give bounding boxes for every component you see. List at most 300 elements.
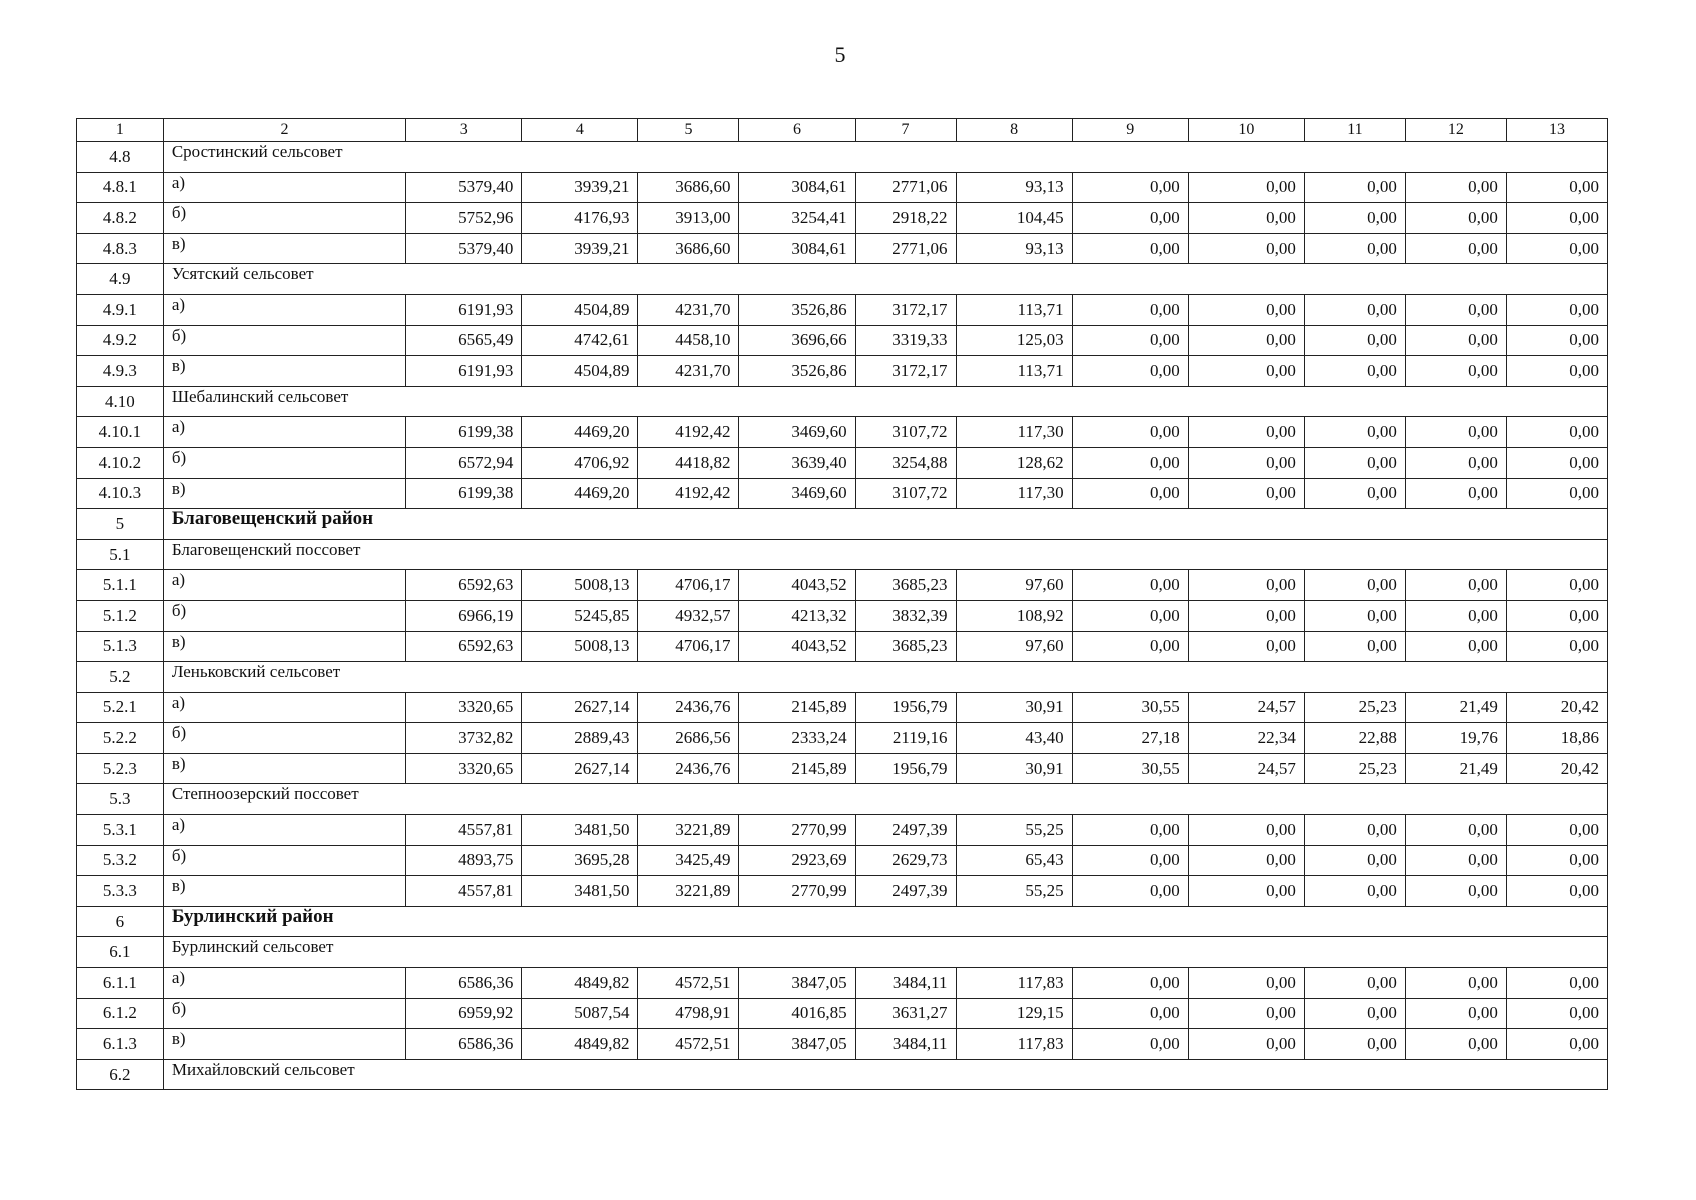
value-cell: 4557,81 — [406, 876, 522, 907]
value-cell: 3686,60 — [638, 172, 739, 203]
value-cell: 0,00 — [1188, 600, 1304, 631]
settlement-name: Сростинский сельсовет — [163, 142, 1607, 173]
value-cell: 0,00 — [1304, 968, 1405, 999]
value-cell: 113,71 — [956, 356, 1072, 387]
value-cell: 3685,23 — [855, 631, 956, 662]
row-code: 4.8 — [77, 142, 164, 173]
value-cell: 3484,11 — [855, 1029, 956, 1060]
value-cell: 0,00 — [1072, 1029, 1188, 1060]
value-cell: 0,00 — [1405, 845, 1506, 876]
table-row — [77, 325, 1608, 356]
value-cell: 0,00 — [1072, 294, 1188, 325]
value-cell: 0,00 — [1405, 325, 1506, 356]
district-name: Благовещенский район — [163, 509, 1607, 540]
settlement-header-row — [77, 1059, 1608, 1090]
row-code: 4.10.3 — [77, 478, 164, 509]
column-number-cell: 12 — [1405, 119, 1506, 142]
row-variant-label: б) — [163, 203, 405, 234]
value-cell: 0,00 — [1072, 203, 1188, 234]
value-cell: 0,00 — [1188, 998, 1304, 1029]
row-code: 4.9.2 — [77, 325, 164, 356]
value-cell: 4742,61 — [522, 325, 638, 356]
value-cell: 22,88 — [1304, 723, 1405, 754]
row-variant-label: а) — [163, 968, 405, 999]
value-cell: 4469,20 — [522, 417, 638, 448]
value-cell: 0,00 — [1405, 417, 1506, 448]
table-row — [77, 203, 1608, 234]
value-cell: 0,00 — [1188, 417, 1304, 448]
value-cell: 4572,51 — [638, 1029, 739, 1060]
row-variant-label: в) — [163, 631, 405, 662]
row-variant-label: в) — [163, 1029, 405, 1060]
value-cell: 3172,17 — [855, 294, 956, 325]
value-cell: 3832,39 — [855, 600, 956, 631]
row-variant-label: в) — [163, 356, 405, 387]
value-cell: 0,00 — [1405, 478, 1506, 509]
column-number-cell: 11 — [1304, 119, 1405, 142]
value-cell: 0,00 — [1188, 447, 1304, 478]
value-cell: 19,76 — [1405, 723, 1506, 754]
value-cell: 2770,99 — [739, 815, 855, 846]
value-cell: 6565,49 — [406, 325, 522, 356]
value-cell: 0,00 — [1188, 325, 1304, 356]
value-cell: 0,00 — [1405, 998, 1506, 1029]
column-number-row — [77, 119, 1608, 142]
value-cell: 4557,81 — [406, 815, 522, 846]
value-cell: 65,43 — [956, 845, 1072, 876]
table-row — [77, 753, 1608, 784]
value-cell: 4016,85 — [739, 998, 855, 1029]
row-code: 5.3.3 — [77, 876, 164, 907]
district-header-row — [77, 906, 1608, 937]
value-cell: 24,57 — [1188, 753, 1304, 784]
value-cell: 4176,93 — [522, 203, 638, 234]
value-cell: 3939,21 — [522, 233, 638, 264]
row-variant-label: б) — [163, 600, 405, 631]
row-code: 4.8.3 — [77, 233, 164, 264]
row-code: 6.1.3 — [77, 1029, 164, 1060]
value-cell: 2771,06 — [855, 233, 956, 264]
value-cell: 0,00 — [1304, 203, 1405, 234]
table-row — [77, 876, 1608, 907]
value-cell: 2145,89 — [739, 692, 855, 723]
value-cell: 3685,23 — [855, 570, 956, 601]
row-code: 5.3.1 — [77, 815, 164, 846]
value-cell: 0,00 — [1506, 600, 1607, 631]
value-cell: 4893,75 — [406, 845, 522, 876]
value-cell: 3686,60 — [638, 233, 739, 264]
value-cell: 6191,93 — [406, 356, 522, 387]
value-cell: 3320,65 — [406, 692, 522, 723]
settlement-name: Благовещенский поссовет — [163, 539, 1607, 570]
value-cell: 30,91 — [956, 692, 1072, 723]
value-cell: 3221,89 — [638, 815, 739, 846]
value-cell: 0,00 — [1304, 600, 1405, 631]
value-cell: 0,00 — [1405, 356, 1506, 387]
value-cell: 0,00 — [1506, 631, 1607, 662]
row-code: 4.9.1 — [77, 294, 164, 325]
value-cell: 0,00 — [1304, 325, 1405, 356]
tariff-table — [76, 118, 1608, 1090]
value-cell: 6572,94 — [406, 447, 522, 478]
value-cell: 0,00 — [1304, 815, 1405, 846]
value-cell: 0,00 — [1188, 478, 1304, 509]
column-number-cell: 6 — [739, 119, 855, 142]
table-row — [77, 294, 1608, 325]
settlement-header-row — [77, 539, 1608, 570]
value-cell: 0,00 — [1405, 172, 1506, 203]
value-cell: 4213,32 — [739, 600, 855, 631]
value-cell: 2771,06 — [855, 172, 956, 203]
value-cell: 0,00 — [1188, 203, 1304, 234]
value-cell: 20,42 — [1506, 692, 1607, 723]
value-cell: 0,00 — [1506, 478, 1607, 509]
row-code: 4.8.2 — [77, 203, 164, 234]
value-cell: 0,00 — [1188, 631, 1304, 662]
value-cell: 5752,96 — [406, 203, 522, 234]
value-cell: 0,00 — [1072, 968, 1188, 999]
table-row — [77, 417, 1608, 448]
value-cell: 0,00 — [1188, 1029, 1304, 1060]
table-row — [77, 1029, 1608, 1060]
table-row — [77, 478, 1608, 509]
value-cell: 4043,52 — [739, 631, 855, 662]
column-number-cell: 8 — [956, 119, 1072, 142]
value-cell: 4572,51 — [638, 968, 739, 999]
value-cell: 4469,20 — [522, 478, 638, 509]
row-code: 6.1 — [77, 937, 164, 968]
value-cell: 5379,40 — [406, 233, 522, 264]
row-variant-label: в) — [163, 753, 405, 784]
value-cell: 0,00 — [1304, 876, 1405, 907]
value-cell: 125,03 — [956, 325, 1072, 356]
value-cell: 4849,82 — [522, 1029, 638, 1060]
value-cell: 2436,76 — [638, 753, 739, 784]
value-cell: 3847,05 — [739, 1029, 855, 1060]
value-cell: 4932,57 — [638, 600, 739, 631]
value-cell: 0,00 — [1506, 233, 1607, 264]
value-cell: 0,00 — [1072, 356, 1188, 387]
value-cell: 0,00 — [1188, 294, 1304, 325]
value-cell: 3695,28 — [522, 845, 638, 876]
value-cell: 2627,14 — [522, 692, 638, 723]
value-cell: 6586,36 — [406, 968, 522, 999]
value-cell: 3084,61 — [739, 172, 855, 203]
value-cell: 2923,69 — [739, 845, 855, 876]
value-cell: 0,00 — [1506, 1029, 1607, 1060]
value-cell: 108,92 — [956, 600, 1072, 631]
row-code: 4.10 — [77, 386, 164, 417]
value-cell: 3469,60 — [739, 417, 855, 448]
value-cell: 55,25 — [956, 876, 1072, 907]
value-cell: 93,13 — [956, 172, 1072, 203]
value-cell: 0,00 — [1072, 233, 1188, 264]
value-cell: 4458,10 — [638, 325, 739, 356]
value-cell: 6191,93 — [406, 294, 522, 325]
value-cell: 30,91 — [956, 753, 1072, 784]
district-name: Бурлинский район — [163, 906, 1607, 937]
value-cell: 3484,11 — [855, 968, 956, 999]
value-cell: 2333,24 — [739, 723, 855, 754]
value-cell: 0,00 — [1506, 356, 1607, 387]
row-code: 5.1.1 — [77, 570, 164, 601]
page-number: 5 — [834, 42, 846, 67]
value-cell: 97,60 — [956, 570, 1072, 601]
table-row — [77, 233, 1608, 264]
value-cell: 0,00 — [1072, 478, 1188, 509]
value-cell: 0,00 — [1405, 233, 1506, 264]
value-cell: 5379,40 — [406, 172, 522, 203]
value-cell: 3847,05 — [739, 968, 855, 999]
value-cell: 4706,92 — [522, 447, 638, 478]
value-cell: 3481,50 — [522, 876, 638, 907]
value-cell: 0,00 — [1506, 325, 1607, 356]
value-cell: 0,00 — [1072, 172, 1188, 203]
row-code: 4.10.1 — [77, 417, 164, 448]
value-cell: 3939,21 — [522, 172, 638, 203]
value-cell: 0,00 — [1506, 968, 1607, 999]
table-row — [77, 447, 1608, 478]
value-cell: 0,00 — [1072, 417, 1188, 448]
value-cell: 4043,52 — [739, 570, 855, 601]
row-code: 5.2 — [77, 662, 164, 693]
value-cell: 0,00 — [1304, 294, 1405, 325]
value-cell: 0,00 — [1304, 1029, 1405, 1060]
value-cell: 117,83 — [956, 968, 1072, 999]
value-cell: 117,83 — [956, 1029, 1072, 1060]
table-row — [77, 172, 1608, 203]
value-cell: 0,00 — [1072, 876, 1188, 907]
value-cell: 25,23 — [1304, 692, 1405, 723]
value-cell: 128,62 — [956, 447, 1072, 478]
value-cell: 0,00 — [1072, 600, 1188, 631]
value-cell: 0,00 — [1506, 570, 1607, 601]
value-cell: 20,42 — [1506, 753, 1607, 784]
value-cell: 0,00 — [1072, 447, 1188, 478]
table-row — [77, 600, 1608, 631]
value-cell: 30,55 — [1072, 692, 1188, 723]
value-cell: 0,00 — [1405, 203, 1506, 234]
value-cell: 0,00 — [1304, 570, 1405, 601]
value-cell: 0,00 — [1072, 815, 1188, 846]
value-cell: 3913,00 — [638, 203, 739, 234]
value-cell: 3631,27 — [855, 998, 956, 1029]
table-row — [77, 815, 1608, 846]
row-code: 4.8.1 — [77, 172, 164, 203]
row-variant-label: б) — [163, 723, 405, 754]
value-cell: 0,00 — [1506, 998, 1607, 1029]
settlement-header-row — [77, 784, 1608, 815]
value-cell: 0,00 — [1188, 233, 1304, 264]
value-cell: 4504,89 — [522, 294, 638, 325]
value-cell: 0,00 — [1188, 172, 1304, 203]
value-cell: 0,00 — [1506, 815, 1607, 846]
settlement-header-row — [77, 264, 1608, 295]
value-cell: 0,00 — [1304, 172, 1405, 203]
value-cell: 0,00 — [1405, 600, 1506, 631]
value-cell: 6966,19 — [406, 600, 522, 631]
value-cell: 22,34 — [1188, 723, 1304, 754]
value-cell: 4231,70 — [638, 356, 739, 387]
value-cell: 2889,43 — [522, 723, 638, 754]
row-code: 5.2.3 — [77, 753, 164, 784]
table-row — [77, 845, 1608, 876]
value-cell: 0,00 — [1405, 447, 1506, 478]
value-cell: 0,00 — [1405, 1029, 1506, 1060]
settlement-header-row — [77, 142, 1608, 173]
value-cell: 2145,89 — [739, 753, 855, 784]
table-row — [77, 998, 1608, 1029]
value-cell: 0,00 — [1506, 845, 1607, 876]
district-header-row — [77, 509, 1608, 540]
value-cell: 3221,89 — [638, 876, 739, 907]
value-cell: 2497,39 — [855, 876, 956, 907]
value-cell: 3469,60 — [739, 478, 855, 509]
value-cell: 0,00 — [1304, 233, 1405, 264]
value-cell: 0,00 — [1188, 968, 1304, 999]
value-cell: 104,45 — [956, 203, 1072, 234]
value-cell: 117,30 — [956, 417, 1072, 448]
table-body — [77, 119, 1608, 1090]
settlement-name: Бурлинский сельсовет — [163, 937, 1607, 968]
table-row — [77, 692, 1608, 723]
value-cell: 97,60 — [956, 631, 1072, 662]
value-cell: 3320,65 — [406, 753, 522, 784]
value-cell: 4418,82 — [638, 447, 739, 478]
value-cell: 30,55 — [1072, 753, 1188, 784]
value-cell: 6586,36 — [406, 1029, 522, 1060]
column-number-cell: 1 — [77, 119, 164, 142]
value-cell: 3254,41 — [739, 203, 855, 234]
row-variant-label: б) — [163, 325, 405, 356]
value-cell: 0,00 — [1506, 876, 1607, 907]
settlement-name: Леньковский сельсовет — [163, 662, 1607, 693]
value-cell: 2629,73 — [855, 845, 956, 876]
value-cell: 4192,42 — [638, 478, 739, 509]
row-code: 5 — [77, 509, 164, 540]
row-variant-label: а) — [163, 815, 405, 846]
settlement-name: Шебалинский сельсовет — [163, 386, 1607, 417]
value-cell: 6199,38 — [406, 417, 522, 448]
value-cell: 3107,72 — [855, 478, 956, 509]
value-cell: 27,18 — [1072, 723, 1188, 754]
row-variant-label: в) — [163, 876, 405, 907]
value-cell: 5008,13 — [522, 570, 638, 601]
value-cell: 3254,88 — [855, 447, 956, 478]
value-cell: 5008,13 — [522, 631, 638, 662]
row-variant-label: а) — [163, 172, 405, 203]
value-cell: 24,57 — [1188, 692, 1304, 723]
value-cell: 0,00 — [1405, 876, 1506, 907]
value-cell: 0,00 — [1506, 203, 1607, 234]
table-row — [77, 723, 1608, 754]
value-cell: 3425,49 — [638, 845, 739, 876]
row-code: 5.1.2 — [77, 600, 164, 631]
value-cell: 4849,82 — [522, 968, 638, 999]
value-cell: 2497,39 — [855, 815, 956, 846]
value-cell: 3319,33 — [855, 325, 956, 356]
value-cell: 0,00 — [1304, 356, 1405, 387]
row-code: 4.9 — [77, 264, 164, 295]
value-cell: 6199,38 — [406, 478, 522, 509]
column-number-cell: 7 — [855, 119, 956, 142]
value-cell: 6592,63 — [406, 570, 522, 601]
row-code: 5.1.3 — [77, 631, 164, 662]
row-variant-label: б) — [163, 845, 405, 876]
value-cell: 0,00 — [1506, 417, 1607, 448]
value-cell: 5087,54 — [522, 998, 638, 1029]
value-cell: 0,00 — [1304, 631, 1405, 662]
value-cell: 3526,86 — [739, 294, 855, 325]
value-cell: 55,25 — [956, 815, 1072, 846]
value-cell: 0,00 — [1072, 325, 1188, 356]
value-cell: 3526,86 — [739, 356, 855, 387]
value-cell: 2770,99 — [739, 876, 855, 907]
value-cell: 0,00 — [1188, 815, 1304, 846]
column-number-cell: 5 — [638, 119, 739, 142]
row-code: 5.2.1 — [77, 692, 164, 723]
row-code: 6.2 — [77, 1059, 164, 1090]
value-cell: 18,86 — [1506, 723, 1607, 754]
row-code: 5.1 — [77, 539, 164, 570]
settlement-name: Степноозерский поссовет — [163, 784, 1607, 815]
settlement-header-row — [77, 386, 1608, 417]
value-cell: 0,00 — [1072, 845, 1188, 876]
row-variant-label: в) — [163, 478, 405, 509]
value-cell: 0,00 — [1405, 968, 1506, 999]
value-cell: 113,71 — [956, 294, 1072, 325]
value-cell: 2119,16 — [855, 723, 956, 754]
value-cell: 0,00 — [1072, 570, 1188, 601]
column-number-cell: 3 — [406, 119, 522, 142]
value-cell: 3481,50 — [522, 815, 638, 846]
value-cell: 117,30 — [956, 478, 1072, 509]
row-code: 6 — [77, 906, 164, 937]
value-cell: 6959,92 — [406, 998, 522, 1029]
value-cell: 0,00 — [1304, 478, 1405, 509]
value-cell: 4706,17 — [638, 570, 739, 601]
settlement-name: Усятский сельсовет — [163, 264, 1607, 295]
column-number-cell: 4 — [522, 119, 638, 142]
value-cell: 0,00 — [1188, 356, 1304, 387]
value-cell: 0,00 — [1405, 631, 1506, 662]
value-cell: 93,13 — [956, 233, 1072, 264]
row-variant-label: в) — [163, 233, 405, 264]
row-code: 4.10.2 — [77, 447, 164, 478]
settlement-header-row — [77, 937, 1608, 968]
value-cell: 3172,17 — [855, 356, 956, 387]
value-cell: 0,00 — [1072, 998, 1188, 1029]
column-number-cell: 13 — [1506, 119, 1607, 142]
column-number-cell: 2 — [163, 119, 405, 142]
row-code: 4.9.3 — [77, 356, 164, 387]
value-cell: 2918,22 — [855, 203, 956, 234]
row-code: 5.3.2 — [77, 845, 164, 876]
row-variant-label: а) — [163, 417, 405, 448]
table-row — [77, 356, 1608, 387]
settlement-name: Михайловский сельсовет — [163, 1059, 1607, 1090]
value-cell: 6592,63 — [406, 631, 522, 662]
value-cell: 0,00 — [1188, 570, 1304, 601]
value-cell: 0,00 — [1506, 447, 1607, 478]
value-cell: 4231,70 — [638, 294, 739, 325]
value-cell: 5245,85 — [522, 600, 638, 631]
value-cell: 0,00 — [1188, 845, 1304, 876]
value-cell: 43,40 — [956, 723, 1072, 754]
value-cell: 21,49 — [1405, 753, 1506, 784]
value-cell: 4192,42 — [638, 417, 739, 448]
row-code: 5.3 — [77, 784, 164, 815]
